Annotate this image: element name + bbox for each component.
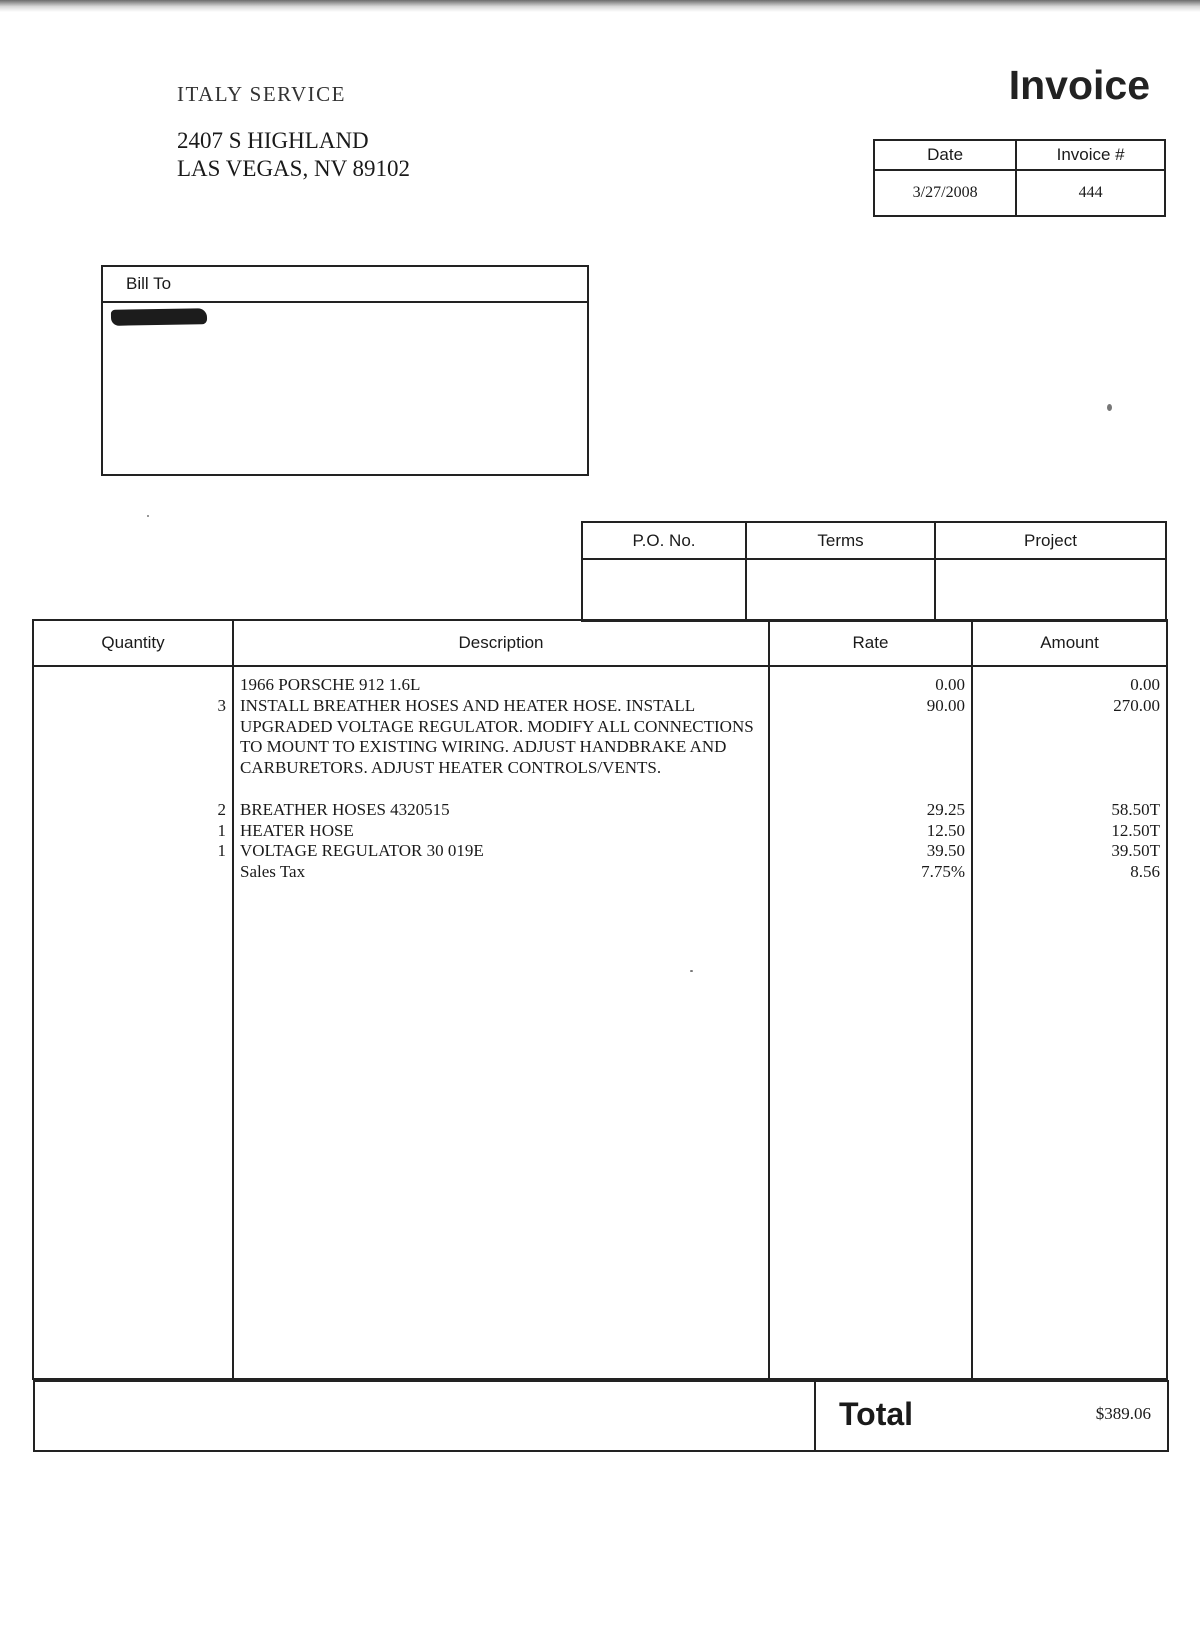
line-item-description: HEATER HOSE <box>240 820 354 840</box>
line-item-amount: 0.00 <box>1130 675 1160 694</box>
line-item-description: INSTALL BREATHER HOSES AND HEATER HOSE. INSTALL UPGRADED VOLTAGE REGULATOR. MODIFY ALL CONNECTIONS TO MOUNT TO EXISTING WIRING. ADJUST HANDBRAKE AND CARBURETORS. ADJUST HEATER CONTROLS/VENTS. <box>240 695 754 778</box>
line-item-amount: 58.50T <box>1111 799 1160 819</box>
invoice-meta-table <box>873 139 1166 217</box>
invoice-date: 3/27/2008 <box>874 170 1016 216</box>
line-item-amount: 39.50T <box>1111 841 1160 861</box>
bill-to-box <box>101 265 589 476</box>
terms-label: Terms <box>746 522 935 559</box>
rate-header: Rate <box>769 620 972 666</box>
description-column <box>233 666 769 1379</box>
address-line-1: 2407 S HIGHLAND <box>177 128 369 153</box>
line-item-rate: 7.75% <box>921 862 965 882</box>
rate-column <box>769 666 972 1379</box>
line-item-amount: 12.50T <box>1111 820 1160 840</box>
company-block <box>177 82 410 183</box>
scan-speck <box>147 515 149 517</box>
line-item-rate: 39.50 <box>926 841 965 861</box>
line-item-amount: 8.56 <box>1130 862 1160 882</box>
project-label: Project <box>935 522 1166 559</box>
line-item-description: 1966 PORSCHE 912 1.6L <box>240 675 421 694</box>
project-value <box>935 559 1166 621</box>
line-item-rate: 0.00 <box>935 675 965 694</box>
line-item-description: VOLTAGE REGULATOR 30 019E <box>240 841 484 861</box>
quantity-column <box>33 666 233 1379</box>
line-items-table <box>32 619 1168 1380</box>
total-divider <box>814 1382 816 1450</box>
line-item-quantity: 1 <box>217 820 226 840</box>
scan-speck <box>1107 404 1112 411</box>
description-header: Description <box>233 620 769 666</box>
line-item-description: Sales Tax <box>240 862 306 882</box>
line-item-amount: 270.00 <box>1113 695 1160 715</box>
invoice-number: 444 <box>1016 170 1165 216</box>
company-name: ITALY SERVICE <box>177 82 346 106</box>
scan-speck <box>690 970 693 972</box>
invoice-number-label: Invoice # <box>1016 140 1165 170</box>
line-item-rate: 90.00 <box>926 695 965 715</box>
line-item-rate: 29.25 <box>926 799 965 819</box>
redacted-customer-name <box>111 308 207 326</box>
scan-edge <box>0 0 1200 12</box>
po-value <box>582 559 746 621</box>
line-item-description: BREATHER HOSES 4320515 <box>240 799 450 819</box>
line-item-quantity: 3 <box>217 695 226 715</box>
total-value: $389.06 <box>1095 1404 1151 1423</box>
line-item-rate: 12.50 <box>926 820 965 840</box>
amount-column <box>972 666 1167 1379</box>
line-item-quantity <box>40 675 226 696</box>
amount-header: Amount <box>972 620 1167 666</box>
company-address <box>177 127 410 183</box>
bill-to-label: Bill To <box>103 267 587 303</box>
date-label: Date <box>874 140 1016 170</box>
total-box <box>33 1380 1169 1452</box>
invoice-title: Invoice <box>1008 62 1150 108</box>
line-item-quantity: 2 <box>217 799 226 819</box>
terms-value <box>746 559 935 621</box>
line-item-quantity: 1 <box>217 841 226 861</box>
total-label: Total <box>839 1396 914 1432</box>
address-line-2: LAS VEGAS, NV 89102 <box>177 156 411 181</box>
po-label: P.O. No. <box>582 522 746 559</box>
quantity-header: Quantity <box>33 620 233 666</box>
line-item-quantity <box>40 862 226 883</box>
order-info-table <box>581 521 1167 622</box>
